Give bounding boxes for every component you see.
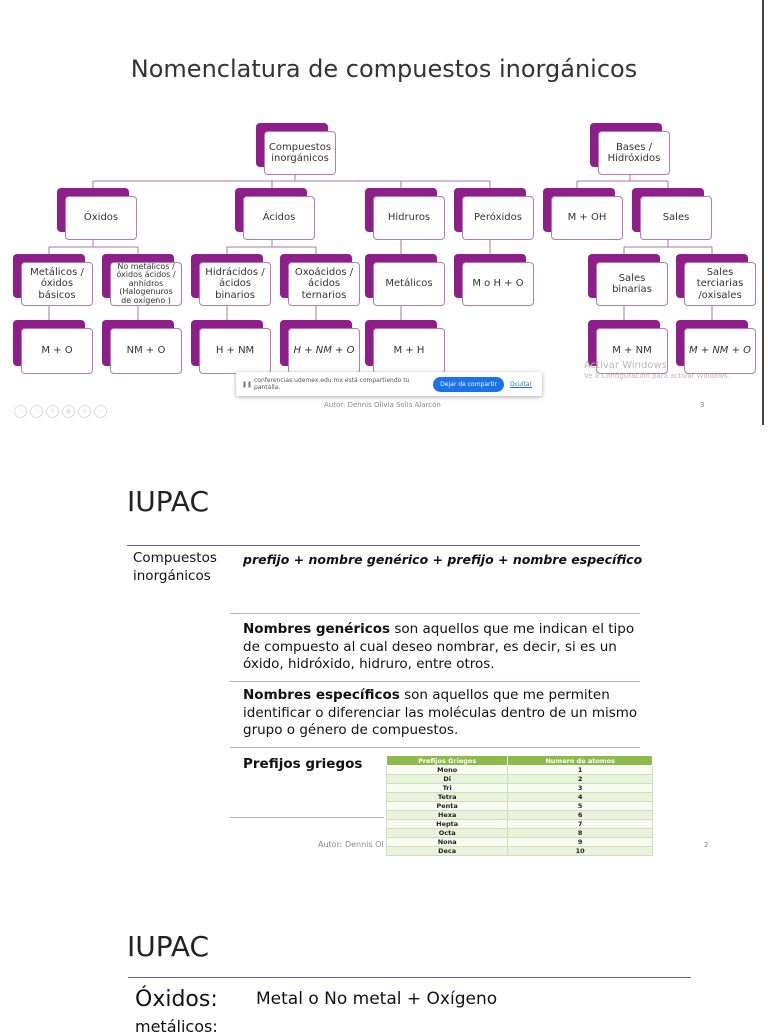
node-oxoacidos: Oxoácidos / ácidos ternarios: [280, 254, 360, 306]
compuestos-label: Compuestos inorgánicos: [133, 550, 217, 584]
screen-share-bar: [236, 372, 542, 396]
prefix-cell: Penta: [387, 802, 508, 811]
node-m-o: M + O: [13, 320, 93, 374]
slide-iupac-oxidos: [0, 905, 768, 1036]
pause-icon: ❚❚: [242, 380, 253, 388]
prefix-cell: Tri: [387, 784, 508, 793]
table-header: Prefijos Griegos: [387, 756, 508, 766]
table-row: [387, 802, 653, 811]
node-acidos: Ácidos: [235, 188, 315, 240]
slides-icon[interactable]: ▣: [62, 405, 75, 418]
prefix-cell: Tetra: [387, 793, 508, 802]
zoom-icon[interactable]: ⚲: [78, 405, 91, 418]
table-row: [387, 775, 653, 784]
node-oxidos: Óxidos: [57, 188, 137, 240]
prefix-cell: Nona: [387, 838, 508, 847]
share-message: conferencias.udemex.edu.mx está compartiendo tu pantalla.: [254, 377, 410, 391]
hide-link[interactable]: Ocultar: [510, 380, 532, 388]
table-row: [387, 838, 653, 847]
prefix-cell: Hexa: [387, 811, 508, 820]
node-sales-terciarias: Sales terciarias /oxisales: [676, 254, 756, 306]
atoms-cell: 8: [508, 829, 653, 838]
slide-footer: Autor: Dennis Ol: [318, 840, 384, 849]
top-rule: [128, 977, 691, 978]
node-sales-binarias: Sales binarias: [588, 254, 668, 306]
oxidos-label: Óxidos:: [135, 987, 218, 1012]
atoms-cell: 6: [508, 811, 653, 820]
node-hidruros: Hidruros: [365, 188, 445, 240]
node-sales: Sales: [632, 188, 712, 240]
atoms-cell: 1: [508, 766, 653, 775]
slide-title: IUPAC: [127, 930, 210, 963]
atoms-cell: 10: [508, 847, 653, 856]
page-number: 2: [704, 841, 709, 849]
atoms-cell: 2: [508, 775, 653, 784]
node-m-nm: M + NM: [588, 320, 668, 374]
pen-icon[interactable]: ✎: [46, 405, 59, 418]
prefix-cell: Deca: [387, 847, 508, 856]
node-peroxidos: Peróxidos: [454, 188, 534, 240]
rule: [230, 681, 640, 682]
slide-title: IUPAC: [127, 485, 210, 518]
table-row: [387, 820, 653, 829]
table-row: [387, 793, 653, 802]
prev-icon[interactable]: ‹: [14, 405, 27, 418]
slide-iupac: [0, 460, 768, 880]
stop-sharing-button[interactable]: Dejar de compartir: [433, 377, 504, 392]
more-icon[interactable]: ⋯: [94, 405, 107, 418]
greek-prefix-table: [386, 755, 653, 856]
metalicos-label: metálicos:: [135, 1017, 218, 1036]
atoms-cell: 3: [508, 784, 653, 793]
rule: [230, 747, 640, 748]
nombres-genericos-text: Nombres genéricos son aquellos que me indican el tipo de compuesto al cual deseo nombrar, es decir, si es un óxido, hidróxido, hidruro, entre otros.: [243, 621, 635, 673]
table-row: [387, 847, 653, 856]
prefix-cell: Di: [387, 775, 508, 784]
slide-footer: Autor: Dennis Olivia Solis Alarcón: [324, 401, 441, 409]
node-no-metalicos: No metálicos / óxidos ácidos / anhídros (Halogenuros de oxígeno ): [102, 254, 182, 306]
node-nm-o: NM + O: [102, 320, 182, 374]
node-hidracidos: Hidrácidos / ácidos binarios: [191, 254, 271, 306]
slide-title: Nomenclatura de compuestos inorgánicos: [130, 55, 638, 83]
node-m-oh: M + OH: [543, 188, 623, 240]
node-h-nm-o: H + NM + O: [280, 320, 360, 374]
atoms-cell: 5: [508, 802, 653, 811]
node-m-nm-o: M + NM + O: [676, 320, 756, 374]
node-compuestos-inorganicos: Compuestos inorgánicos: [256, 123, 336, 175]
atoms-cell: 9: [508, 838, 653, 847]
windows-activation-watermark: Activar Windows Ve a Configuración para activar Windows.: [584, 360, 731, 380]
node-hidruros-metalicos: Metálicos: [365, 254, 445, 306]
node-h-nm: H + NM: [191, 320, 271, 374]
presentation-toolbar: [14, 405, 107, 418]
table-row: [387, 784, 653, 793]
node-m-h: M + H: [365, 320, 445, 374]
prefix-cell: Hepta: [387, 820, 508, 829]
node-m-o-h-o: M o H + O: [454, 254, 534, 306]
slide-nomenclatura: [0, 0, 768, 425]
next-icon[interactable]: ›: [30, 405, 43, 418]
table-row: [387, 829, 653, 838]
top-rule: [127, 545, 640, 546]
node-metalicos-oxidos-basicos: Metálicos / óxidos básicos: [13, 254, 93, 306]
oxidos-formula: Metal o No metal + Oxígeno: [256, 989, 498, 1009]
rule: [230, 817, 384, 818]
nombres-especificos-text: Nombres específicos son aquellos que me permiten identificar o diferenciar las moléculas dentro de un mismo grupo o género de compuestos.: [243, 687, 638, 739]
table-row: [387, 766, 653, 775]
atoms-cell: 4: [508, 793, 653, 802]
prefix-cell: Mono: [387, 766, 508, 775]
prefijos-griegos-label: Prefijos griegos: [243, 756, 363, 772]
prefix-cell: Octa: [387, 829, 508, 838]
table-header: Numero de atomos: [508, 756, 653, 766]
atoms-cell: 7: [508, 820, 653, 829]
table-row: [387, 811, 653, 820]
page-number: 3: [700, 401, 705, 409]
slide-edge: [762, 0, 764, 425]
iupac-formula: prefijo + nombre genérico + prefijo + nombre específico: [243, 552, 643, 567]
rule: [230, 613, 640, 614]
node-bases-hidroxidos: Bases / Hidróxidos: [590, 123, 670, 175]
